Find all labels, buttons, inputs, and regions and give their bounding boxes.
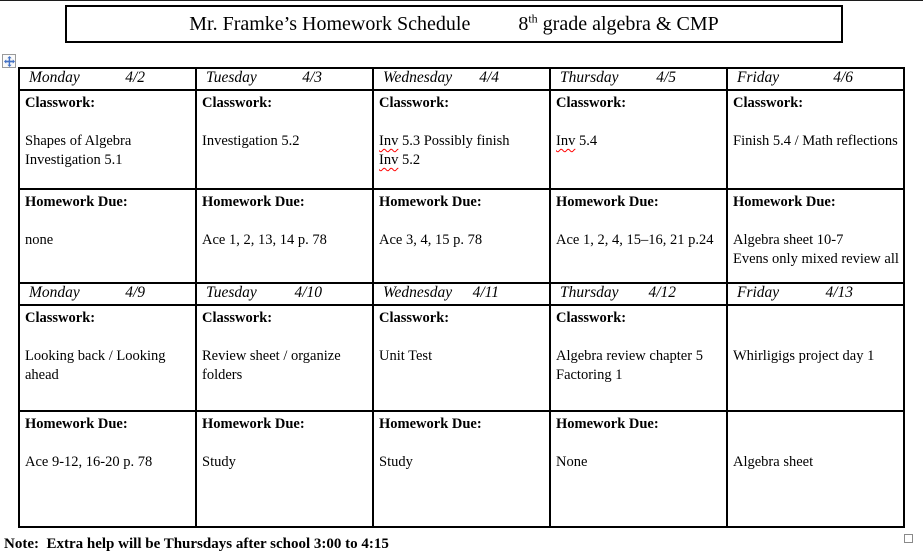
- day-name: Thursday: [560, 69, 619, 86]
- classwork-text: Finish 5.4 / Math reflections: [733, 133, 898, 149]
- classwork-text: Looking back / Looking ahead: [25, 348, 166, 383]
- day-name: Wednesday: [383, 69, 453, 86]
- blank-line: [379, 212, 545, 231]
- day-name: Friday: [737, 69, 780, 86]
- homework-label: Homework Due:: [556, 416, 659, 432]
- homework-text: Ace 1, 2, 13, 14 p. 78: [202, 232, 327, 248]
- label-spacer: [733, 309, 899, 328]
- table-resize-handle[interactable]: [904, 534, 913, 543]
- blank-line: [202, 328, 368, 347]
- day-header-thu-w2[interactable]: [550, 283, 727, 305]
- blank-line: [202, 113, 368, 132]
- day-date: 4/13: [825, 284, 853, 301]
- classwork-text: Review sheet / organize folders: [202, 348, 341, 383]
- homework-text: Ace 1, 2, 4, 15–16, 21 p.24: [556, 232, 714, 248]
- day-header-thu-w1[interactable]: [550, 68, 727, 90]
- classwork-cell-fri-w2[interactable]: [727, 305, 904, 411]
- four-way-arrow-icon: [4, 56, 15, 67]
- week2-homework-row: [19, 411, 904, 527]
- blank-line: [556, 113, 722, 132]
- homework-label: Homework Due:: [733, 194, 836, 210]
- blank-line: [556, 328, 722, 347]
- blank-line: [733, 212, 899, 231]
- classwork-text: Inv 5.3 Possibly finish: [379, 133, 510, 149]
- classwork-text: Investigation 5.2: [202, 133, 300, 149]
- week1-classwork-row: [19, 90, 904, 189]
- blank-line: [733, 113, 899, 132]
- classwork-label: Classwork:: [202, 310, 273, 326]
- homework-label: Homework Due:: [556, 194, 659, 210]
- homework-text: Algebra sheet 10-7: [733, 232, 844, 248]
- homework-cell-mon-w2[interactable]: [19, 411, 196, 527]
- misspelled-word: Inv: [379, 152, 399, 168]
- day-header-fri-w2[interactable]: [727, 283, 904, 305]
- homework-label: Homework Due:: [379, 416, 482, 432]
- week2-header-row: [19, 283, 904, 305]
- day-date: 4/2: [125, 69, 145, 86]
- classwork-label: Classwork:: [202, 95, 273, 111]
- week1-header-row: [19, 68, 904, 90]
- homework-label: Homework Due:: [202, 416, 305, 432]
- day-name: Friday: [737, 284, 780, 301]
- blank-line: [25, 434, 191, 453]
- homework-cell-thu-w2[interactable]: [550, 411, 727, 527]
- day-date: 4/11: [472, 284, 499, 301]
- homework-label: Homework Due:: [25, 416, 128, 432]
- classwork-text: Algebra review chapter 5: [556, 348, 703, 364]
- classwork-cell-mon-w1[interactable]: [19, 90, 196, 189]
- blank-line: [556, 212, 722, 231]
- misspelled-word: Inv: [379, 133, 399, 149]
- homework-cell-tue-w1[interactable]: [196, 189, 373, 283]
- homework-cell-fri-w1[interactable]: [727, 189, 904, 283]
- classwork-cell-thu-w2[interactable]: [550, 305, 727, 411]
- classwork-text: Inv 5.4: [556, 133, 598, 149]
- day-header-mon-w2[interactable]: [19, 283, 196, 305]
- homework-cell-wed-w2[interactable]: [373, 411, 550, 527]
- homework-label: Homework Due:: [379, 194, 482, 210]
- classwork-text: Whirligigs project day 1: [733, 348, 875, 364]
- homework-text: None: [556, 454, 588, 470]
- homework-cell-thu-w1[interactable]: [550, 189, 727, 283]
- day-date: 4/6: [833, 69, 853, 86]
- classwork-label: Classwork:: [379, 95, 450, 111]
- footer-note[interactable]: Note: Extra help will be Thursdays after school 3:00 to 4:15: [4, 536, 389, 552]
- label-spacer: [733, 415, 899, 434]
- blank-line: [25, 212, 191, 231]
- homework-text: Evens only mixed review all: [733, 251, 899, 267]
- classwork-text: Factoring 1: [556, 367, 623, 383]
- day-name: Wednesday: [383, 284, 453, 301]
- blank-line: [379, 434, 545, 453]
- classwork-label: Classwork:: [556, 310, 627, 326]
- table-move-handle-icon[interactable]: [2, 54, 16, 68]
- classwork-label: Classwork:: [733, 95, 804, 111]
- classwork-text: Shapes of Algebra Investigation 5.1: [25, 133, 132, 168]
- day-header-tue-w2[interactable]: [196, 283, 373, 305]
- blank-line: [202, 212, 368, 231]
- blank-line: [25, 113, 191, 132]
- day-date: 4/4: [479, 69, 499, 86]
- misspelled-word: Inv: [556, 133, 576, 149]
- page-top-edge-line: [0, 0, 923, 1]
- blank-line: [733, 328, 899, 347]
- homework-text: Ace 3, 4, 15 p. 78: [379, 232, 483, 248]
- week2-classwork-row: [19, 305, 904, 411]
- classwork-cell-fri-w1[interactable]: [727, 90, 904, 189]
- classwork-cell-wed-w2[interactable]: [373, 305, 550, 411]
- homework-cell-tue-w2[interactable]: [196, 411, 373, 527]
- blank-line: [379, 113, 545, 132]
- document-title: Mr. Framke’s Homework Schedule: [189, 12, 471, 35]
- classwork-label: Classwork:: [556, 95, 627, 111]
- classwork-text: Inv 5.2: [379, 152, 421, 168]
- day-name: Monday: [29, 69, 80, 86]
- classwork-cell-mon-w2[interactable]: [19, 305, 196, 411]
- blank-line: [556, 434, 722, 453]
- classwork-label: Classwork:: [379, 310, 450, 326]
- day-name: Monday: [29, 284, 80, 301]
- day-header-tue-w1[interactable]: [196, 68, 373, 90]
- day-header-fri-w1[interactable]: [727, 68, 904, 90]
- classwork-cell-tue-w1[interactable]: [196, 90, 373, 189]
- blank-line: [379, 328, 545, 347]
- homework-text: Ace 9-12, 16-20 p. 78: [25, 454, 153, 470]
- classwork-label: Classwork:: [25, 310, 96, 326]
- homework-label: Homework Due:: [202, 194, 305, 210]
- day-date: 4/3: [302, 69, 322, 86]
- day-date: 4/5: [656, 69, 676, 86]
- homework-cell-fri-w2[interactable]: [727, 411, 904, 527]
- day-date: 4/12: [648, 284, 676, 301]
- classwork-cell-wed-w1[interactable]: [373, 90, 550, 189]
- homework-text: none: [25, 232, 54, 248]
- day-name: Tuesday: [206, 69, 257, 86]
- homework-label: Homework Due:: [25, 194, 128, 210]
- day-name: Tuesday: [206, 284, 257, 301]
- homework-text: Study: [379, 454, 413, 470]
- day-header-wed-w2[interactable]: [373, 283, 550, 305]
- classwork-text: Unit Test: [379, 348, 433, 364]
- day-header-wed-w1[interactable]: [373, 68, 550, 90]
- classwork-label: Classwork:: [25, 95, 96, 111]
- day-header-mon-w1[interactable]: [19, 68, 196, 90]
- grade-subtitle: 8th grade algebra & CMP: [518, 10, 719, 35]
- blank-line: [25, 328, 191, 347]
- ordinal-superscript: th: [528, 10, 538, 25]
- homework-text: Algebra sheet: [733, 454, 814, 470]
- classwork-cell-tue-w2[interactable]: [196, 305, 373, 411]
- classwork-cell-thu-w1[interactable]: [550, 90, 727, 189]
- day-date: 4/10: [294, 284, 322, 301]
- homework-text: Study: [202, 454, 236, 470]
- blank-line: [733, 434, 899, 453]
- blank-line: [202, 434, 368, 453]
- week1-homework-row: [19, 189, 904, 283]
- schedule-table: [18, 67, 905, 528]
- homework-cell-mon-w1[interactable]: [19, 189, 196, 283]
- day-name: Thursday: [560, 284, 619, 301]
- homework-cell-wed-w1[interactable]: [373, 189, 550, 283]
- day-date: 4/9: [125, 284, 145, 301]
- title-box[interactable]: [65, 5, 843, 43]
